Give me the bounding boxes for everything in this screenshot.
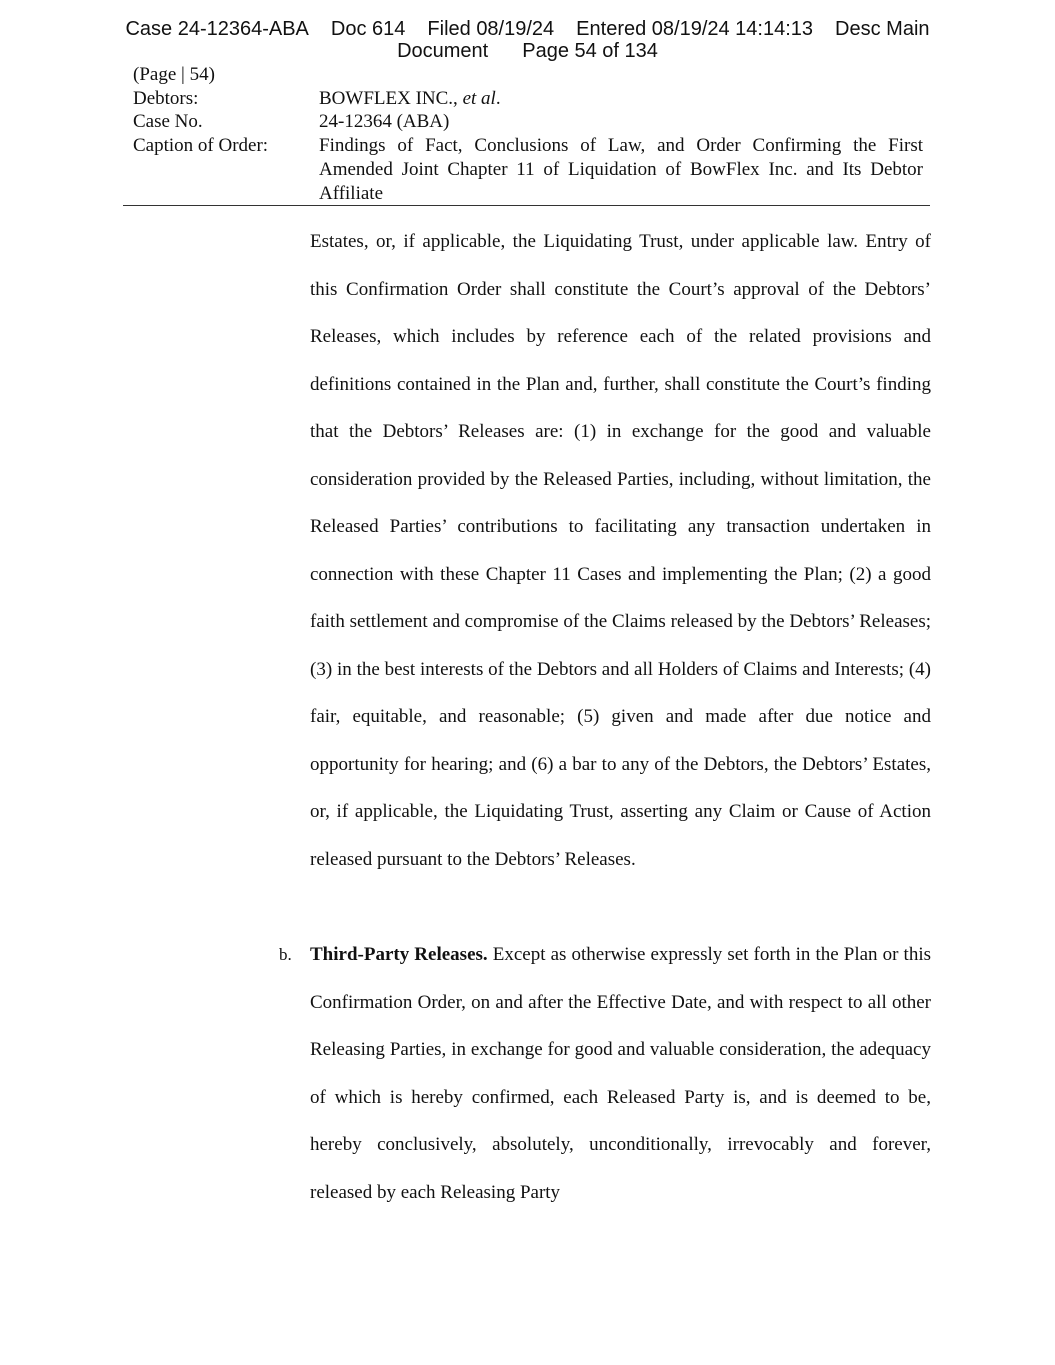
body-paragraph: Estates, or, if applicable, the Liquidating Trust, under applicable law. Entry of this Confirmation Order shall constitute the Court’s approval of the Debtors’ Releases, which includes by reference each of the related provisions and definitions contained in the Plan and, further, shall constitute the Court’s finding that the Debtors’ Releases are: (1) in exchange for the good and valuable consideration provided by the Released Parties, including, without limitation, the Released Parties’ contributions to facilitating any transaction undertaken in connection with these Chapter 11 Cases and implementing the Plan; (2) a good faith settlement and compromise of the Claims released by the Debtors’ Releases; (3) in the best interests of the Debtors and all Holders of Claims and Interests; (4) fair, equitable, and reasonable; (5) given and made after due notice and opportunity for hearing; and (6) a bar to any of the Debtors, the Debtors’ Estates, or, if applicable, the Liquidating Trust, asserting any Claim or Cause of Action released pursuant to the Debtors’ Releases. (310, 231, 931, 870)
caption-case-label: Case No. (133, 111, 203, 133)
list-marker-b: b. (279, 945, 292, 964)
caption-debtors-value (319, 87, 933, 111)
debtors-period: . (495, 87, 501, 109)
caption-order-label: Caption of Order: (133, 135, 269, 157)
stamp-doc: Doc 614 (330, 18, 406, 40)
stamp-line-2 (0, 40, 1055, 62)
caption-order-value: Findings of Fact, Conclusions of Law, and Order Confirming the First Amended Joint Chapter 11 of Liquidation of BowFlex Inc. and Its Debtor Affiliate (319, 135, 923, 204)
list-item-b-text: Except as otherwise expressly set forth in the Plan or this Confirmation Order, on and after the Effective Date, and with respect to all other Releasing Parties, in exchange for good and valuable consideration, the adequacy of which is hereby confirmed, each Released Party is, and is deemed to be, hereby conclusively, absolutely, unconditionally, irrevocably and forever, released by each Releasing Party (310, 944, 931, 1203)
stamp-entered: Entered 08/19/24 14:14:13 (576, 18, 814, 40)
stamp-filed: Filed 08/19/24 (427, 18, 555, 40)
caption-divider (123, 205, 930, 206)
caption-page-row (133, 63, 933, 87)
caption-page-ref: (Page | 54) (133, 64, 215, 85)
caption-case-value: 24-12364 (ABA) (319, 111, 450, 133)
stamp-page: Page 54 of 134 (522, 40, 658, 62)
list-item-b-paragraph (310, 931, 931, 1216)
debtors-et-al: et al (462, 87, 496, 109)
caption-order-row (133, 134, 933, 205)
stamp-desc: Desc Main (835, 18, 930, 40)
list-item-b (310, 931, 931, 1216)
list-item-b-heading: Third-Party Releases. (310, 944, 488, 965)
debtors-name: BOWFLEX INC., (319, 87, 458, 109)
stamp-case: Case 24-12364-ABA (125, 18, 309, 40)
caption-debtors-row (133, 87, 933, 111)
body-paragraph-block (310, 218, 931, 883)
caption-case-row (133, 110, 933, 134)
case-caption (133, 63, 933, 205)
court-filing-stamp (0, 18, 1055, 62)
caption-debtors-label: Debtors: (133, 87, 199, 109)
stamp-line-1 (0, 18, 1055, 40)
stamp-document: Document (397, 40, 489, 62)
